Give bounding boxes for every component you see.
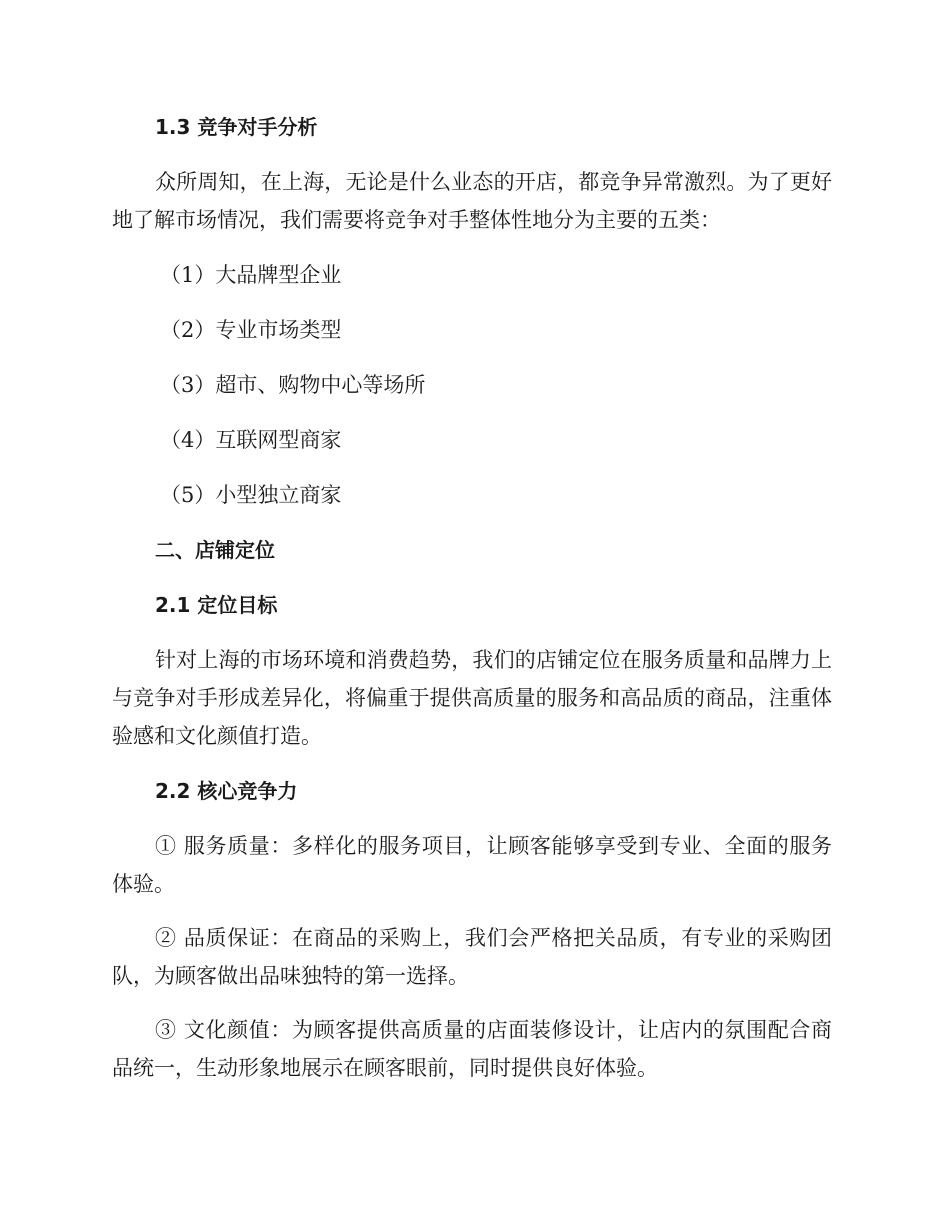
list-item-competitor-2: （2）专业市场类型 bbox=[160, 318, 342, 342]
list-item-competitor-1: （1）大品牌型企业 bbox=[160, 263, 342, 287]
section-heading-2: 二、店铺定位 bbox=[155, 538, 275, 562]
list-item-competitor-3: （3）超市、购物中心等场所 bbox=[160, 373, 426, 397]
paragraph-positioning: 针对上海的市场环境和消费趋势，我们的店铺定位在服务质量和品牌力上与竞争对手形成差异化，将偏重于提供高质量的服务和高品质的商品，注重体验感和文化颜值打造。 bbox=[112, 648, 832, 748]
paragraph-point-service: ① 服务质量：多样化的服务项目，让顾客能够享受到专业、全面的服务体验。 bbox=[112, 834, 832, 896]
paragraph-competitors: 众所周知，在上海，无论是什么业态的开店，都竞争异常激烈。为了更好地了解市场情况，我们需要将竞争对手整体性地分为主要的五类： bbox=[112, 170, 832, 232]
paragraph-point-culture: ③ 文化颜值：为顾客提供高质量的店面装修设计，让店内的氛围配合商品统一，生动形象地展示在顾客眼前，同时提供良好体验。 bbox=[112, 1018, 832, 1080]
section-heading-2-1: 2.1 定位目标 bbox=[155, 593, 278, 617]
list-item-competitor-5: （5）小型独立商家 bbox=[160, 483, 342, 507]
paragraph-point-quality: ② 品质保证：在商品的采购上，我们会严格把关品质，有专业的采购团队，为顾客做出品味独特的第一选择。 bbox=[112, 926, 832, 988]
document-page bbox=[112, 108, 832, 1087]
list-item-competitor-4: （4）互联网型商家 bbox=[160, 428, 342, 452]
section-heading-2-2: 2.2 核心竞争力 bbox=[155, 779, 298, 803]
section-heading-1-3: 1.3 竞争对手分析 bbox=[155, 115, 318, 139]
